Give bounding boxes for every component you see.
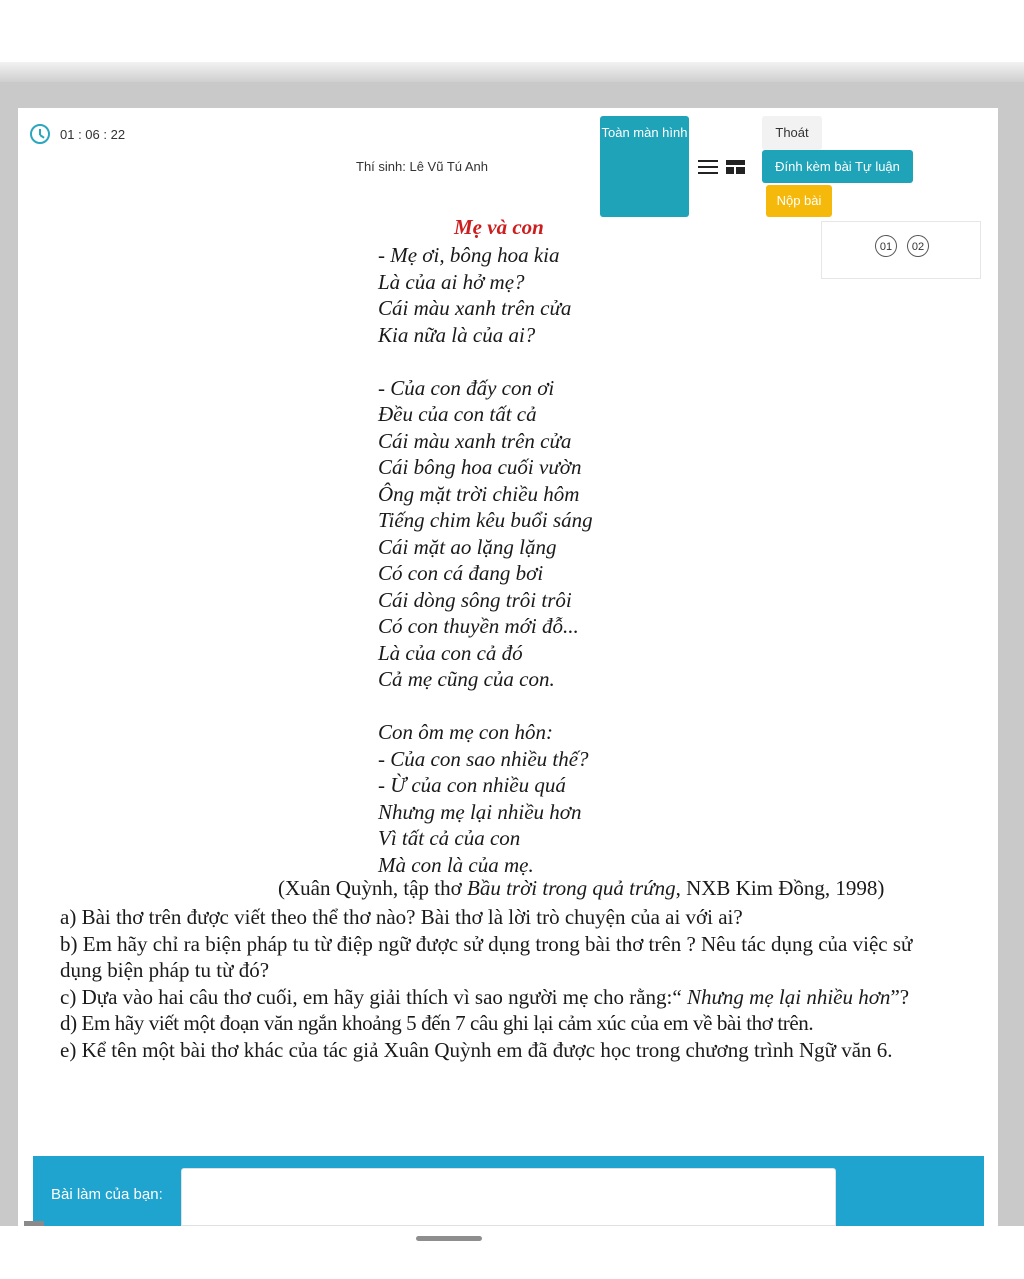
poem-line: Con ôm mẹ con hôn:: [378, 720, 553, 744]
top-blank-area: [0, 0, 1024, 62]
question-navigator: [821, 221, 981, 279]
poem-line: Cả mẹ cũng của con.: [378, 667, 555, 691]
poem-line: Cái bông hoa cuối vườn: [378, 455, 582, 479]
bottom-bar: [0, 1226, 1024, 1279]
grid-view-icon[interactable]: [726, 160, 745, 174]
question-01-button[interactable]: 01: [875, 235, 897, 257]
top-divider: [0, 62, 1024, 82]
source-book: Bầu trời trong quả trứng: [467, 876, 676, 900]
submit-button[interactable]: Nộp bài: [766, 185, 832, 217]
exit-button[interactable]: Thoát: [762, 116, 822, 150]
poem-line: - Mẹ ơi, bông hoa kia: [378, 243, 560, 267]
poem-line: - Ừ của con nhiều quá: [378, 773, 566, 797]
poem-line: Tiếng chim kêu buổi sáng: [378, 508, 593, 532]
clock-icon: [30, 124, 50, 144]
answer-input[interactable]: [181, 1168, 836, 1226]
poem-body: [378, 242, 593, 878]
poem-line: Kia nữa là của ai?: [378, 322, 536, 347]
poem-source: [278, 876, 884, 901]
poem-line: Vì tất cả của con: [378, 826, 521, 850]
stanza-1: [378, 242, 593, 348]
question-c-prefix: c) Dựa vào hai câu thơ cuối, em hãy giải thích vì sao người mẹ cho rằng:“: [60, 984, 687, 1009]
stanza-2: [378, 375, 593, 693]
poem-line: Mà con là của mẹ.: [378, 852, 534, 877]
poem-line: Cái màu xanh trên cửa: [378, 428, 572, 453]
source-suffix: , NXB Kim Đồng, 1998): [675, 876, 885, 900]
source-prefix: (Xuân Quỳnh, tập thơ: [278, 876, 467, 900]
exam-panel: [18, 108, 998, 1226]
poem-line: - Của con đấy con ơi: [378, 375, 555, 400]
question-d: d) Em hãy viết một đoạn văn ngắn khoảng 5 đến 7 câu ghi lại cảm xúc của em về bài thơ trên.: [60, 1011, 814, 1035]
poem-line: Có con thuyền mới đỗ...: [378, 614, 579, 638]
list-view-icon[interactable]: [698, 160, 718, 174]
student-name: Thí sinh: Lê Vũ Tú Anh: [356, 159, 489, 174]
question-c-quote: Nhưng mẹ lại nhiều hơn: [686, 984, 891, 1009]
question-a: a) Bài thơ trên được viết theo thể thơ nào? Bài thơ là lời trò chuyện của ai với ai?: [60, 905, 743, 929]
poem-line: Đều của con tất cả: [378, 402, 537, 426]
poem-line: Là của con cả đó: [378, 640, 523, 665]
poem-line: Ông mặt trời chiều hôm: [378, 481, 580, 506]
poem-line: Là của ai hở mẹ?: [378, 269, 525, 294]
question-e: e) Kể tên một bài thơ khác của tác giả Xuân Quỳnh em đã được học trong chương trình Ngữ văn 6.: [60, 1037, 893, 1062]
poem-line: Nhưng mẹ lại nhiều hơn: [378, 799, 582, 824]
poem-line: Cái màu xanh trên cửa: [378, 296, 572, 320]
scroll-handle: [24, 1221, 44, 1226]
countdown-timer: 01 : 06 : 22: [60, 127, 126, 142]
attach-essay-button[interactable]: Đính kèm bài Tự luận: [762, 150, 913, 183]
question-list: [60, 904, 945, 1063]
answer-section: [33, 1156, 984, 1226]
poem-title: Mẹ và con: [454, 215, 544, 239]
question-c: [60, 984, 945, 1011]
fullscreen-label: Toàn màn hình: [601, 125, 688, 140]
fullscreen-button[interactable]: [600, 116, 689, 217]
poem-line: Có con cá đang bơi: [378, 561, 544, 585]
poem-line: - Của con sao nhiều thế?: [378, 746, 589, 771]
question-b: b) Em hãy chỉ ra biện pháp tu từ điệp ngữ được sử dụng trong bài thơ trên ? Nêu tác dụng của việc sử dụng biện pháp tu từ đó?: [60, 931, 913, 982]
question-02-button[interactable]: 02: [907, 235, 929, 257]
home-indicator[interactable]: [416, 1236, 482, 1241]
question-c-suffix: ”?: [890, 984, 910, 1009]
poem-line: Cái dòng sông trôi trôi: [378, 587, 572, 612]
answer-label: Bài làm của bạn:: [51, 1186, 163, 1203]
stanza-3: [378, 719, 593, 878]
poem-line: Cái mặt ao lặng lặng: [378, 534, 557, 559]
exam-header: [18, 108, 998, 220]
